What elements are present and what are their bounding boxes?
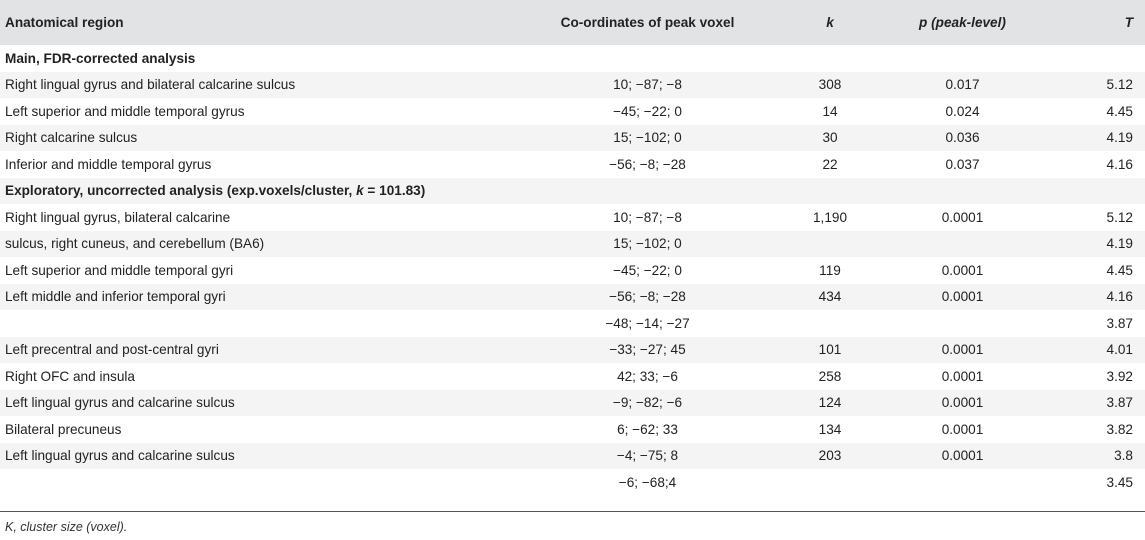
cell-t: 3.92 xyxy=(1106,368,1133,384)
cell-t: 3.45 xyxy=(1106,474,1133,490)
table-row xyxy=(0,337,1145,364)
header-coords: Co-ordinates of peak voxel xyxy=(560,15,735,30)
cell-k: 124 xyxy=(818,395,842,411)
cell-region: sulcus, right cuneus, and cerebellum (BA6) xyxy=(5,236,265,252)
cell-region: Left middle and inferior temporal gyri xyxy=(5,289,226,305)
cell-region: Left lingual gyrus and calcarine sulcus xyxy=(5,395,235,411)
cell-p: 0.0001 xyxy=(941,262,984,278)
header-region: Anatomical region xyxy=(5,15,124,30)
cell-region: Right lingual gyrus and bilateral calcarine sulcus xyxy=(5,77,296,93)
cell-k: 30 xyxy=(822,130,838,146)
table-row xyxy=(0,443,1145,470)
section-title-k: k xyxy=(356,183,364,199)
cell-t: 3.87 xyxy=(1106,395,1133,411)
cell-t: 3.8 xyxy=(1114,448,1133,464)
table-row xyxy=(0,310,1145,337)
table-footnote: K, cluster size (voxel). xyxy=(5,520,128,534)
cell-t: 5.12 xyxy=(1106,77,1133,93)
cell-p: 0.024 xyxy=(945,103,980,119)
cell-p: 0.0001 xyxy=(941,209,984,225)
cell-p: 0.036 xyxy=(945,130,980,146)
cell-p: 0.0001 xyxy=(941,421,984,437)
header-t: T xyxy=(1124,15,1133,30)
table-header xyxy=(0,0,1145,45)
cell-k: 119 xyxy=(819,262,841,278)
header-row xyxy=(0,0,1145,45)
cell-p: 0.0001 xyxy=(941,448,984,464)
cell-coords: −56; −8; −28 xyxy=(609,156,686,172)
section-title-main: Main, FDR-corrected analysis xyxy=(5,50,196,66)
cell-region: Inferior and middle temporal gyrus xyxy=(5,156,212,172)
cell-region xyxy=(0,310,520,337)
header-k: k xyxy=(826,15,834,30)
cell-region: Left precentral and post-central gyri xyxy=(5,342,219,358)
cell-k: 1,190 xyxy=(812,209,848,225)
cell-coords: −56; −8; −28 xyxy=(609,289,686,305)
table-row xyxy=(0,98,1145,125)
cell-k: 434 xyxy=(818,289,842,305)
cell-t: 4.01 xyxy=(1106,342,1133,358)
cell-p xyxy=(885,231,1040,258)
cell-t: 4.45 xyxy=(1106,262,1133,278)
cell-p: 0.037 xyxy=(945,156,980,172)
table-row xyxy=(0,204,1145,231)
cell-t: 4.19 xyxy=(1106,236,1133,252)
cell-region: Right OFC and insula xyxy=(5,368,135,384)
table-bottom-rule xyxy=(0,511,1145,512)
section-heading-main xyxy=(0,45,1145,72)
section-heading-exploratory xyxy=(0,178,1145,205)
header-p: p (peak-level) xyxy=(919,15,1006,30)
cell-p: 0.017 xyxy=(945,77,980,93)
cell-coords: −48; −14; −27 xyxy=(605,315,690,331)
table-row xyxy=(0,257,1145,284)
cell-coords: 15; −102; 0 xyxy=(613,236,682,252)
cell-region: Left superior and middle temporal gyri xyxy=(5,262,234,278)
cell-t: 4.19 xyxy=(1106,130,1133,146)
cell-k xyxy=(775,469,885,496)
cell-region: Left lingual gyrus and calcarine sulcus xyxy=(5,448,235,464)
cell-coords: −4; −75; 8 xyxy=(616,448,679,464)
cell-coords: 15; −102; 0 xyxy=(613,130,682,146)
cell-k xyxy=(775,310,885,337)
table-row xyxy=(0,469,1145,496)
cell-region: Right calcarine sulcus xyxy=(5,130,138,146)
table-row xyxy=(0,416,1145,443)
cell-p: 0.0001 xyxy=(941,289,984,305)
cell-coords: 6; −62; 33 xyxy=(617,421,678,437)
cell-coords: −45; −22; 0 xyxy=(613,262,682,278)
cell-coords: 10; −87; −8 xyxy=(613,77,682,93)
cell-t: 4.16 xyxy=(1106,156,1133,172)
cell-k: 258 xyxy=(818,368,842,384)
cell-k: 308 xyxy=(818,77,842,93)
cell-p xyxy=(885,310,1040,337)
section-title-exploratory xyxy=(0,178,1145,205)
cell-t: 4.16 xyxy=(1106,289,1133,305)
table-body xyxy=(0,45,1145,496)
cell-k: 22 xyxy=(822,156,838,172)
cell-p: 0.0001 xyxy=(941,395,984,411)
table-row xyxy=(0,390,1145,417)
table-row xyxy=(0,125,1145,152)
cell-t: 4.45 xyxy=(1106,103,1133,119)
table-row xyxy=(0,284,1145,311)
cell-region: Bilateral precuneus xyxy=(5,421,122,437)
cell-coords: −6; −68;4 xyxy=(618,474,677,490)
section-title-prefix: Exploratory, uncorrected analysis (exp.voxels/cluster, xyxy=(5,183,357,199)
cell-t: 5.12 xyxy=(1106,209,1133,225)
cell-k: 203 xyxy=(818,448,842,464)
cell-t: 3.82 xyxy=(1106,421,1133,437)
cell-coords: 42; 33; −6 xyxy=(617,368,678,384)
section-title-suffix: = 101.83) xyxy=(363,183,426,199)
cell-k: 134 xyxy=(818,421,842,437)
cell-k xyxy=(775,231,885,258)
cell-region: Right lingual gyrus, bilateral calcarine xyxy=(5,209,231,225)
cell-coords: −33; −27; 45 xyxy=(609,342,686,358)
cell-k: 101 xyxy=(818,342,842,358)
cell-region: Left superior and middle temporal gyrus xyxy=(5,103,245,119)
cell-k: 14 xyxy=(822,103,838,119)
cell-coords: −9; −82; −6 xyxy=(612,395,683,411)
cell-region xyxy=(0,469,520,496)
cell-p xyxy=(885,469,1040,496)
cell-p: 0.0001 xyxy=(941,342,984,358)
table-row xyxy=(0,231,1145,258)
cell-coords: −45; −22; 0 xyxy=(613,103,682,119)
cell-t: 3.87 xyxy=(1106,315,1133,331)
table-row xyxy=(0,363,1145,390)
table-row xyxy=(0,72,1145,99)
cell-coords: 10; −87; −8 xyxy=(613,209,682,225)
cell-p: 0.0001 xyxy=(941,368,984,384)
table-row xyxy=(0,151,1145,178)
